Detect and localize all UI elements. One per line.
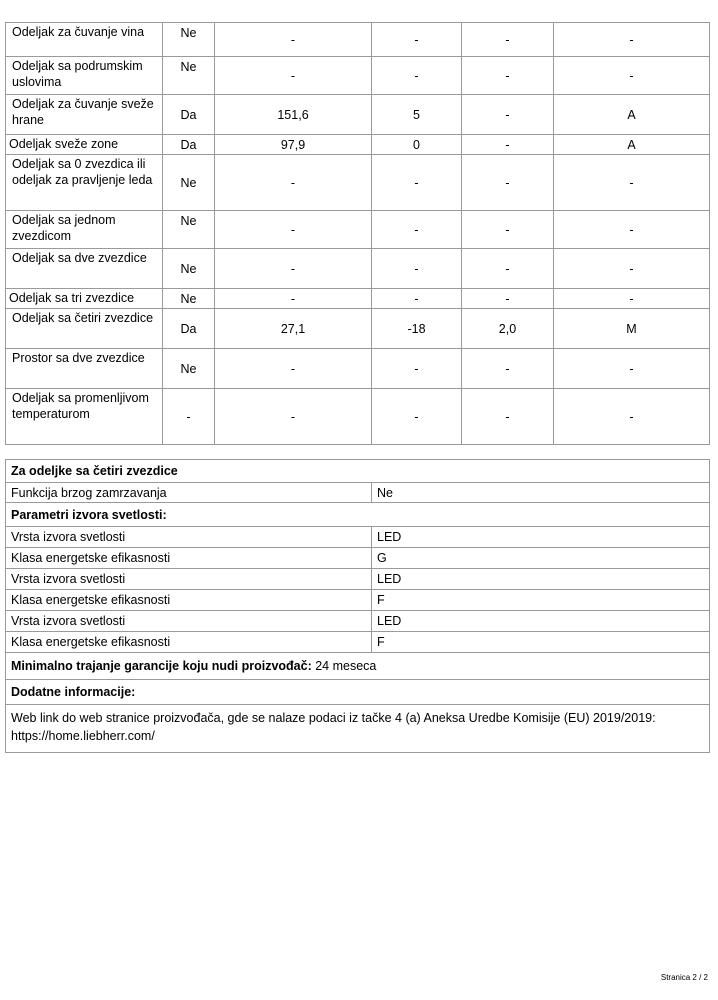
- compartment-climate: -: [554, 23, 710, 57]
- compartment-name: Odeljak sveže zone: [6, 135, 163, 155]
- table-row: [6, 249, 710, 289]
- compartment-volume: -: [215, 289, 372, 309]
- compartment-freezing: -: [462, 289, 554, 309]
- table-row: [6, 155, 710, 211]
- compartment-volume: -: [215, 389, 372, 445]
- table-row: [6, 483, 710, 503]
- compartment-temp: -: [372, 57, 462, 95]
- fast-freeze-value: Ne: [372, 483, 710, 503]
- table-row: [6, 95, 710, 135]
- compartment-present: Ne: [163, 289, 215, 309]
- additional-text: Web link do web stranice proizvođača, gde se nalaze podaci iz tačke 4 (a) Aneksa Uredbe Komisije (EU) 2019/2019: https://home.liebherr.com/: [6, 705, 710, 753]
- compartment-climate: A: [554, 135, 710, 155]
- compartment-volume: -: [215, 349, 372, 389]
- compartment-freezing: -: [462, 389, 554, 445]
- light-value: F: [372, 590, 710, 611]
- compartment-present: Da: [163, 135, 215, 155]
- table-row: [6, 548, 710, 569]
- compartment-name: Odeljak za čuvanje vina: [6, 23, 163, 57]
- table-row: [6, 389, 710, 445]
- light-value: LED: [372, 569, 710, 590]
- compartment-volume: 151,6: [215, 95, 372, 135]
- compartment-name: Odeljak za čuvanje sveže hrane: [6, 95, 163, 135]
- compartment-temp: -: [372, 349, 462, 389]
- page-number: Stranica 2 / 2: [660, 973, 708, 982]
- compartment-temp: -: [372, 23, 462, 57]
- compartment-freezing: -: [462, 23, 554, 57]
- compartment-present: Ne: [163, 23, 215, 57]
- table-row: [6, 135, 710, 155]
- compartment-temp: -: [372, 249, 462, 289]
- light-value: LED: [372, 527, 710, 548]
- table-row: [6, 590, 710, 611]
- compartment-volume: 97,9: [215, 135, 372, 155]
- light-value: LED: [372, 611, 710, 632]
- compartment-present: Ne: [163, 349, 215, 389]
- compartment-present: Da: [163, 309, 215, 349]
- compartment-present: -: [163, 389, 215, 445]
- compartment-climate: -: [554, 249, 710, 289]
- table-row: [6, 705, 710, 753]
- compartment-present: Da: [163, 95, 215, 135]
- compartments-table: [5, 22, 710, 445]
- light-value: F: [372, 632, 710, 653]
- light-label: Vrsta izvora svetlosti: [6, 569, 372, 590]
- table-row: [6, 211, 710, 249]
- light-heading: Parametri izvora svetlosti:: [6, 503, 710, 527]
- compartment-volume: -: [215, 249, 372, 289]
- light-label: Klasa energetske efikasnosti: [6, 590, 372, 611]
- compartment-temp: -: [372, 211, 462, 249]
- fast-freeze-label: Funkcija brzog zamrzavanja: [6, 483, 372, 503]
- compartment-name: Odeljak sa tri zvezdice: [6, 289, 163, 309]
- compartment-present: Ne: [163, 155, 215, 211]
- compartment-freezing: 2,0: [462, 309, 554, 349]
- compartment-name: Prostor sa dve zvezdice: [6, 349, 163, 389]
- compartment-temp: 5: [372, 95, 462, 135]
- light-value: G: [372, 548, 710, 569]
- compartment-temp: -: [372, 155, 462, 211]
- compartment-freezing: -: [462, 95, 554, 135]
- compartment-climate: -: [554, 155, 710, 211]
- light-label: Klasa energetske efikasnosti: [6, 632, 372, 653]
- compartment-temp: 0: [372, 135, 462, 155]
- compartment-present: Ne: [163, 57, 215, 95]
- compartment-freezing: -: [462, 57, 554, 95]
- compartment-name: Odeljak sa podrumskim uslovima: [6, 57, 163, 95]
- compartment-temp: -: [372, 289, 462, 309]
- warranty-label: Minimalno trajanje garancije koju nudi proizvođač:: [11, 659, 312, 673]
- compartment-climate: -: [554, 289, 710, 309]
- compartment-temp: -18: [372, 309, 462, 349]
- compartment-climate: -: [554, 57, 710, 95]
- table-row: [6, 611, 710, 632]
- compartment-volume: -: [215, 23, 372, 57]
- light-label: Klasa energetske efikasnosti: [6, 548, 372, 569]
- compartment-name: Odeljak sa četiri zvezdice: [6, 309, 163, 349]
- table-row: [6, 57, 710, 95]
- compartment-climate: -: [554, 349, 710, 389]
- table-row: [6, 309, 710, 349]
- warranty-value: 24 meseca: [315, 659, 377, 673]
- table-row: [6, 569, 710, 590]
- compartment-freezing: -: [462, 155, 554, 211]
- light-label: Vrsta izvora svetlosti: [6, 611, 372, 632]
- table-row: [6, 680, 710, 705]
- table-row: [6, 23, 710, 57]
- compartment-name: Odeljak sa promenljivom temperaturom: [6, 389, 163, 445]
- compartment-freezing: -: [462, 249, 554, 289]
- compartment-volume: -: [215, 57, 372, 95]
- compartment-name: Odeljak sa dve zvezdice: [6, 249, 163, 289]
- compartment-climate: A: [554, 95, 710, 135]
- compartment-climate: M: [554, 309, 710, 349]
- compartment-climate: -: [554, 211, 710, 249]
- table-row: [6, 527, 710, 548]
- table-row: [6, 653, 710, 680]
- table-row: [6, 503, 710, 527]
- additional-heading: Dodatne informacije:: [6, 680, 710, 705]
- compartment-freezing: -: [462, 211, 554, 249]
- compartment-volume: -: [215, 211, 372, 249]
- compartment-temp: -: [372, 389, 462, 445]
- compartment-volume: 27,1: [215, 309, 372, 349]
- table-row: [6, 460, 710, 483]
- warranty-row: [6, 653, 710, 680]
- compartment-climate: -: [554, 389, 710, 445]
- compartment-present: Ne: [163, 249, 215, 289]
- compartment-name: Odeljak sa 0 zvezdica ili odeljak za pravljenje leda: [6, 155, 163, 211]
- details-table: [5, 459, 710, 753]
- four-star-heading: Za odeljke sa četiri zvezdice: [6, 460, 710, 483]
- compartment-freezing: -: [462, 135, 554, 155]
- table-row: [6, 289, 710, 309]
- compartment-volume: -: [215, 155, 372, 211]
- compartment-freezing: -: [462, 349, 554, 389]
- table-row: [6, 632, 710, 653]
- light-label: Vrsta izvora svetlosti: [6, 527, 372, 548]
- table-row: [6, 349, 710, 389]
- compartment-name: Odeljak sa jednom zvezdicom: [6, 211, 163, 249]
- compartment-present: Ne: [163, 211, 215, 249]
